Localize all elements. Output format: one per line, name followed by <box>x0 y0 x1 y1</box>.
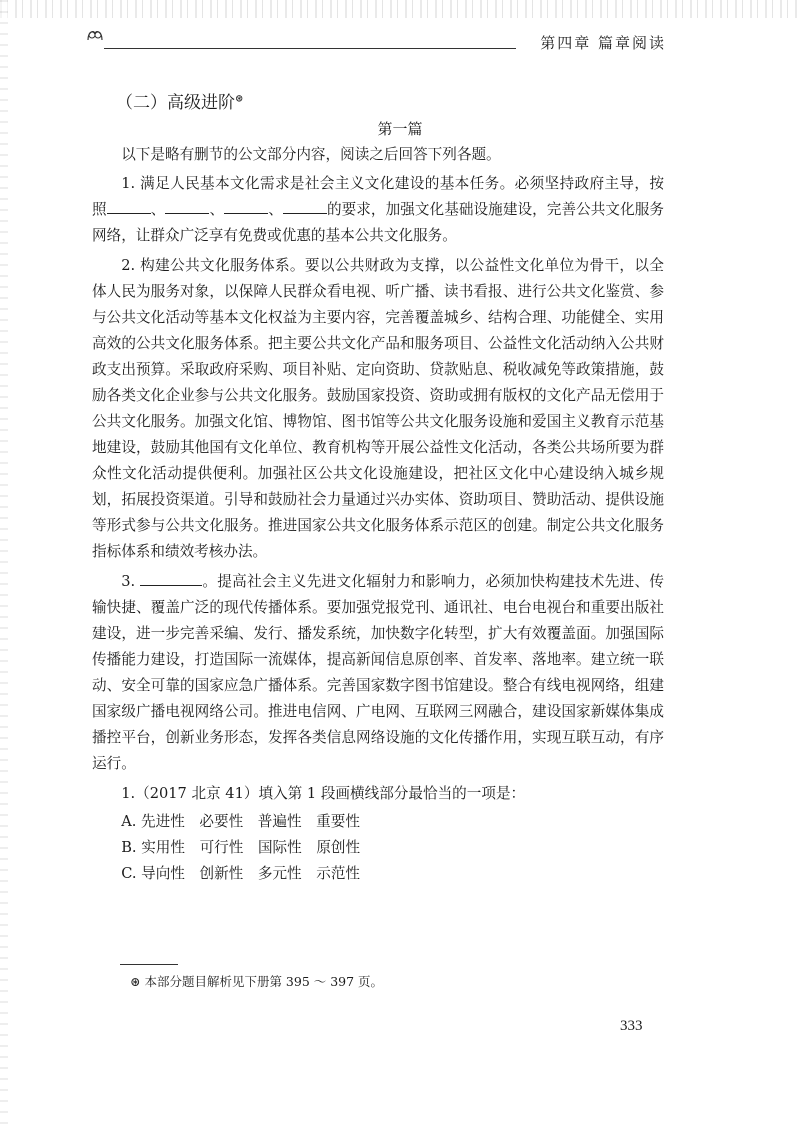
paragraph-3 <box>92 569 664 777</box>
intro-text: 以下是略有删节的公文部分内容，阅读之后回答下列各题。 <box>121 146 501 163</box>
separator: 、 <box>150 201 166 218</box>
article-body <box>92 142 664 887</box>
separator: 、 <box>209 201 225 218</box>
paragraph-3-body: 。提高社会主义先进文化辐射力和影响力，必须加快构建技术先进、传输快捷、覆盖广泛的现代传播体系。要加强党报党刊、通讯社、电台电视台和重要出版社建设，进一步完善采编、发行、播发系统，加快数字化转型，扩大有效覆盖面。加强国际传播能力建设，打造国际一流媒体，提高新闻信息原创率、首发率、落地率。建立统一联动、安全可靠的国家应急广播体系。完善国家数字图书馆建设。整合有线电视网络，组建国家级广播电视网络公司。推进电信网、广电网、互联网三网融合，建设国家新媒体集成播控平台，创新业务形态，发挥各类信息网络设施的文化传播作用，实现互联互动，有序运行。 <box>92 573 664 772</box>
leaf-icon <box>86 28 104 46</box>
scan-artifact-top <box>0 0 800 18</box>
option-a: A. 先进性 必要性 普遍性 重要性 <box>121 813 360 830</box>
blank-1 <box>107 199 151 214</box>
header-rule <box>104 48 516 49</box>
blank-2 <box>165 199 209 214</box>
paragraph-1 <box>92 171 664 249</box>
option-b: B. 实用性 可行性 国际性 原创性 <box>121 839 361 856</box>
section-title <box>116 88 243 113</box>
scan-artifact-left <box>0 0 8 1130</box>
chapter-title: 第四章 篇章阅读 <box>540 34 666 52</box>
answer-options <box>92 809 664 887</box>
paragraph-3-number: 3. <box>121 573 136 590</box>
section-title-text: （二）高级进阶 <box>116 93 235 113</box>
question-stem: 1.（2017 北京 41）填入第 1 段画横线部分最恰当的一项是： <box>121 785 526 802</box>
page-header <box>86 26 666 56</box>
blank-3 <box>224 199 268 214</box>
paragraph-1-lead: 1. 满足人民基本文化需求是社会主义文化建设的基本任务。必须坚持政府主导，按照 <box>92 175 664 218</box>
footnote: ⊛ 本部分题目解析见下册第 395 ～ 397 页。 <box>130 974 384 989</box>
page-number: 333 <box>620 1018 643 1034</box>
paragraph-2: 2. 构建公共文化服务体系。要以公共财政为支撑，以公益性文化单位为骨干，以全体人民为服务对象，以保障人民群众看电视、听广播、读书看报、进行公共文化鉴赏、参与公共文化活动等基本文化权益为主要内容，完善覆盖城乡、结构合理、功能健全、实用高效的公共文化服务体系。把主要公共文化产品和服务项目、公益性文化活动纳入公共财政支出预算。采取政府采购、项目补贴、定向资助、贷款贴息、税收减免等政策措施，鼓励各类文化企业参与公共文化服务。鼓励国家投资、资助或拥有版权的文化产品无偿用于公共文化服务。加强文化馆、博物馆、图书馆等公共文化服务设施和爱国主义教育示范基地建设，鼓励其他国有文化单位、教育机构等开展公益性文化活动，各类公共场所要为群众性文化活动提供便利。加强社区公共文化设施建设，把社区文化中心建设纳入城乡规划，拓展投资渠道。引导和鼓励社会力量通过兴办实体、资助项目、赞助活动、提供设施等形式参与公共文化服务。推进国家公共文化服务体系示范区的创建。制定公共文化服务指标体系和绩效考核办法。 <box>92 257 664 560</box>
option-c: C. 导向性 创新性 多元性 示范性 <box>121 865 361 882</box>
blank-4 <box>283 199 327 214</box>
blank-heading <box>140 571 202 586</box>
footnote-rule <box>120 964 178 965</box>
separator: 、 <box>268 201 283 218</box>
footnote-marker: ⊛ <box>235 93 244 105</box>
paragraph-1-tail: 的要求，加强文化基础设施建设，完善公共文化服务网络，让群众广泛享有免费或优惠的基本公共文化服务。 <box>92 201 664 244</box>
piece-title: 第一篇 <box>377 120 423 138</box>
